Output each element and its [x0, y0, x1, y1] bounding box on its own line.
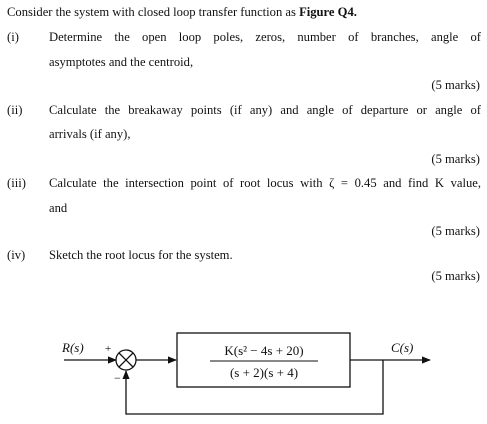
question-2-line-2: arrivals (if any), [49, 127, 131, 141]
minus-sign: − [114, 371, 121, 385]
question-4-marks: (5 marks) [431, 269, 480, 283]
question-2-number: (ii) [7, 103, 23, 117]
transfer-function-denominator: (s + 2)(s + 4) [229, 365, 299, 380]
question-4-number: (iv) [7, 248, 26, 262]
output-label: C(s) [391, 340, 414, 355]
question-1-line-1: Determine the open loop poles, zeros, number of branches, angle of [49, 30, 481, 44]
question-3-line-2: and [49, 201, 68, 215]
summing-junction-icon [116, 350, 136, 370]
question-1-marks: (5 marks) [431, 78, 480, 92]
question-1-line-2: asymptotes and the centroid, [49, 55, 194, 69]
plus-sign: + [105, 343, 112, 355]
question-4-line-1: Sketch the root locus for the system. [49, 248, 233, 262]
intro-text: Consider the system with closed loop transfer function as [7, 5, 296, 19]
question-3-number: (iii) [7, 176, 26, 190]
question-3-line-1: Calculate the intersection point of root locus with ζ = 0.45 and find K value, [49, 176, 481, 190]
figure-reference: Figure Q4. [299, 5, 357, 19]
question-2-marks: (5 marks) [431, 152, 480, 166]
question-2-line-1: Calculate the breakaway points (if any) and angle of departure or angle of [49, 103, 481, 117]
transfer-function-numerator: K(s² − 4s + 20) [224, 343, 304, 358]
input-label: R(s) [62, 340, 84, 355]
question-3-marks: (5 marks) [431, 224, 480, 238]
question-1-number: (i) [7, 30, 19, 44]
